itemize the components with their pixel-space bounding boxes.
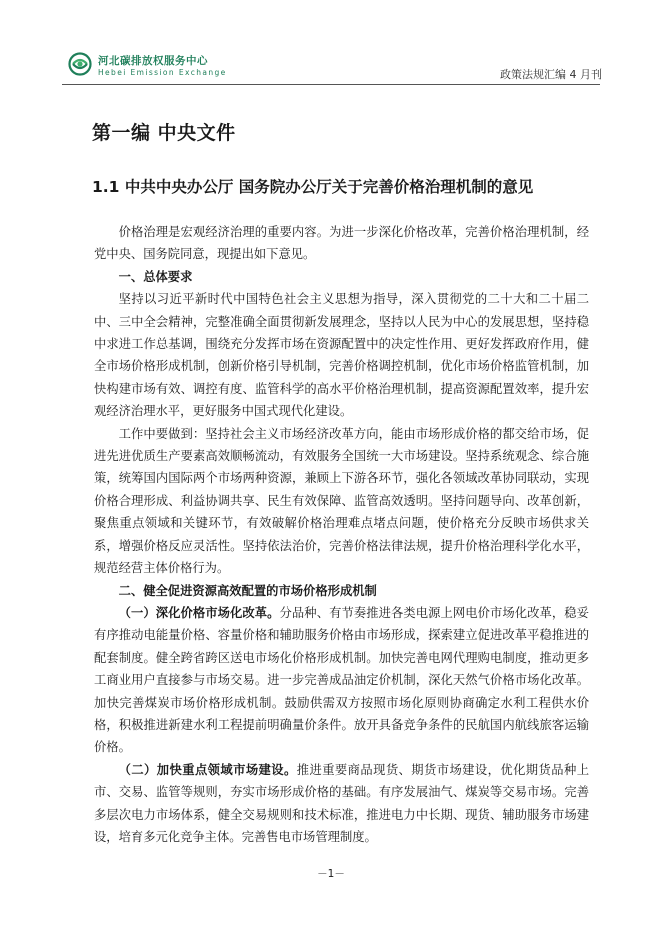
part-title: 第一编 中央文件 <box>92 122 236 144</box>
paragraph-item-2 <box>94 759 589 849</box>
page-header <box>0 0 662 86</box>
item-2-body: 推进重要商品现货、期货市场建设，优化期货品种上市、交易、监管等规则，夯实市场形成价格的基础。有序发展油气、煤炭等交易市场。完善多层次电力市场体系，健全交易规则和技术标准，推进电力中长期、现货、辅助服务市场建设，培育多元化竞争主体。完善售电市场管理制度。 <box>94 762 589 844</box>
section-heading-2: 二、健全促进资源高效配置的市场价格形成机制 <box>118 583 377 598</box>
item-2-lead: （二）加快重点领域市场建设。 <box>118 762 297 777</box>
issue-label: 政策法规汇编 4 月刊 <box>500 68 602 81</box>
paragraph-intro: 价格治理是宏观经济治理的重要内容。为进一步深化价格改革，完善价格治理机制，经党中央、国务院同意，现提出如下意见。 <box>94 225 589 262</box>
document-body <box>94 221 589 848</box>
paragraph-guiding-principle: 坚持以习近平新时代中国特色社会主义思想为指导，深入贯彻党的二十大和二十届二中、三中全会精神，完整准确全面贯彻新发展理念，坚持以人民为中心的发展思想，坚持稳中求进工作总基调，围绕充分发挥市场在资源配置中的决定性作用、更好发挥政府作用，健全市场价格形成机制，创新价格引导机制，完善价格调控机制，优化市场价格监管机制，加快构建市场有效、调控有度、监管科学的高水平价格治理机制，提高资源配置效率，提升宏观经济治理水平，更好服务中国式现代化建设。 <box>94 292 589 419</box>
item-1-body: 分品种、有节奏推进各类电源上网电价市场化改革，稳妥有序推动电能量价格、容量价格和辅助服务价格由市场形成，探索建立促进改革平稳推进的配套制度。健全跨省跨区送电市场化价格形成机制。加快完善电网代理购电制度，推动更多工商业用户直接参与市场交易。进一步完善成品油定价机制，深化天然气价格市场化改革。加快完善煤炭市场价格形成机制。鼓励供需双方按照市场化原则协商确定水利工程供水价格，积极推进新建水利工程提前明确量价条件。放开具备竞争条件的民航国内航线旅客运输价格。 <box>94 605 589 755</box>
section-heading-1: 一、总体要求 <box>118 269 193 284</box>
hebei-emission-exchange-logo-icon <box>68 52 92 76</box>
page-number: －1－ <box>317 868 345 880</box>
paragraph-item-1 <box>94 602 589 759</box>
document-title: 1.1 中共中央办公厅 国务院办公厅关于完善价格治理机制的意见 <box>92 178 534 196</box>
header-divider <box>62 84 600 85</box>
paragraph-work-requirements: 工作中要做到：坚持社会主义市场经济改革方向，能由市场形成价格的都交给市场，促进先进优质生产要素高效顺畅流动，有效服务全国统一大市场建设。坚持系统观念、综合施策，统筹国内国际两个市场两种资源，兼顾上下游各环节，强化各领域改革协同联动，实现价格合理形成、利益协调共享、民生有效保障、监管高效透明。坚持问题导向、改革创新，聚焦重点领域和关键环节，有效破解价格治理难点堵点问题，使价格充分反映市场供求关系，增强价格反应灵活性。坚持依法治价，完善价格法律法规，提升价格治理科学化水平，规范经营主体价格行为。 <box>94 426 589 576</box>
org-name-en: Hebei Emission Exchange <box>98 68 227 77</box>
org-name-cn: 河北碳排放权服务中心 <box>98 55 208 67</box>
item-1-lead: （一）深化价格市场化改革。 <box>118 605 280 620</box>
